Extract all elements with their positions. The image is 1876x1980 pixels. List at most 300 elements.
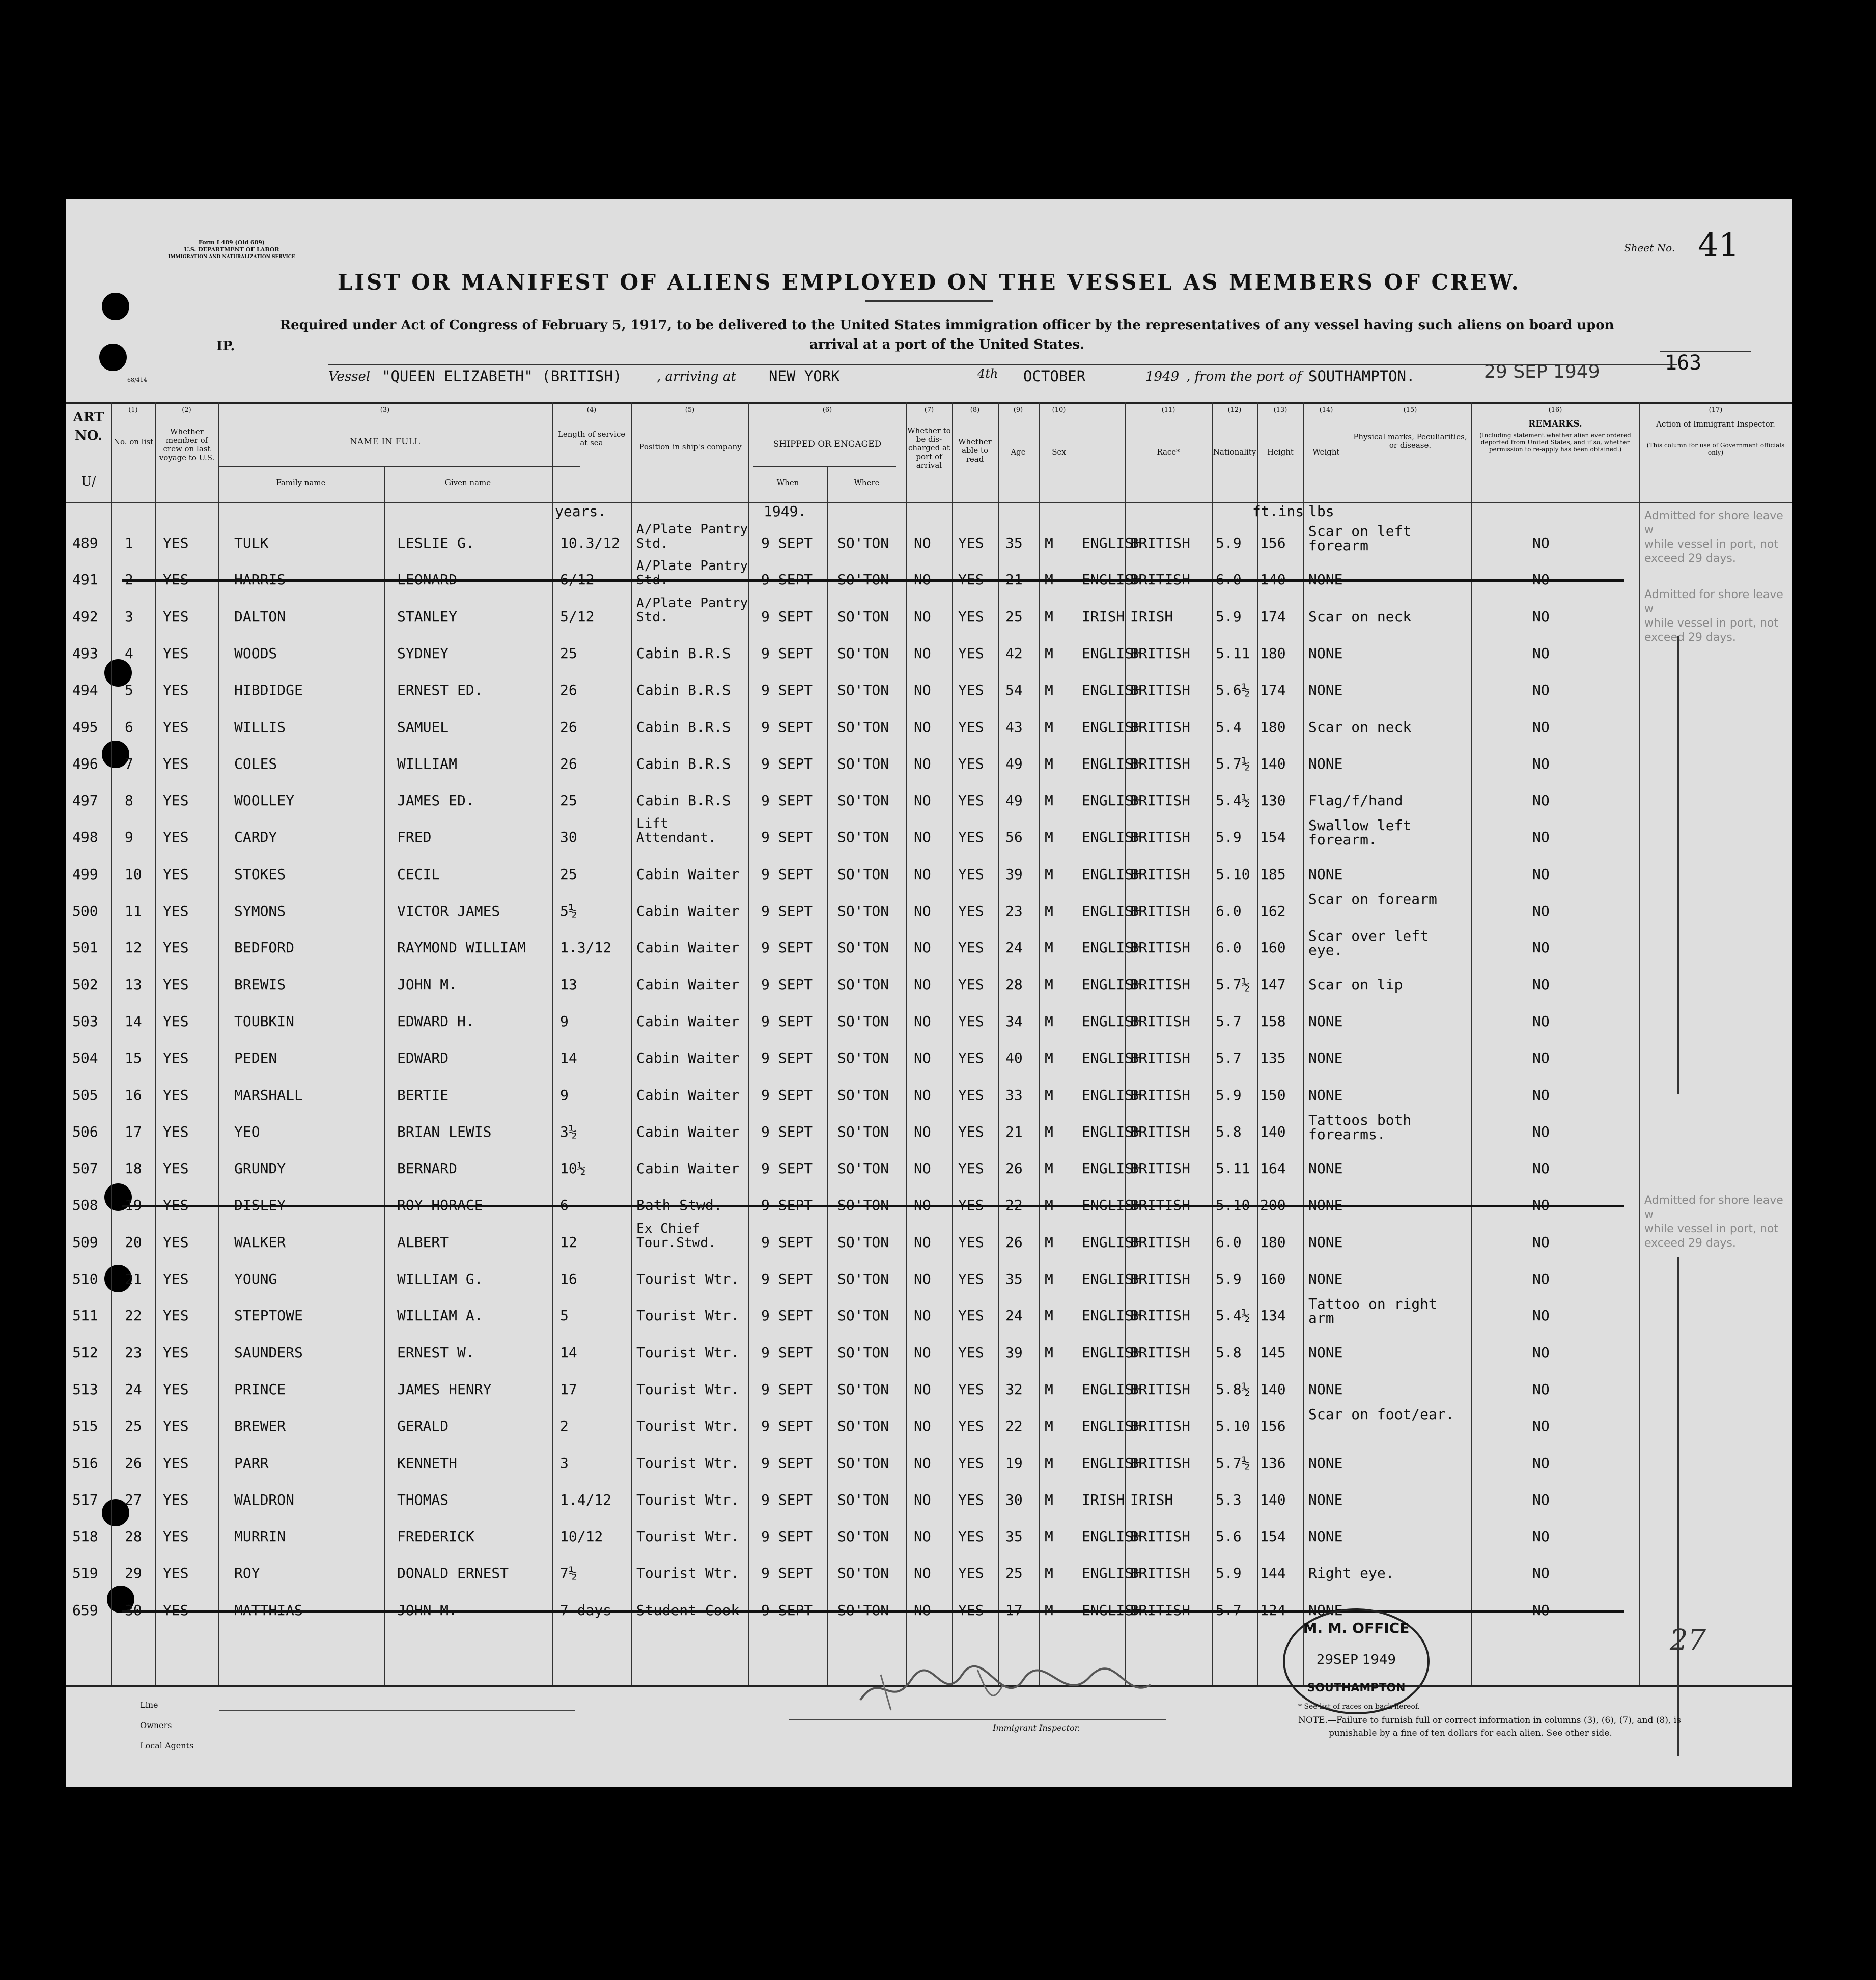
row-physical-marks: NONE — [1308, 1160, 1343, 1177]
row-crew-last-voyage: YES — [163, 1565, 189, 1582]
row-position: Cabin Waiter — [636, 1123, 740, 1140]
row-length-service: 6/12 — [560, 571, 595, 588]
row-nationality: IRISH — [1130, 608, 1173, 625]
row-height: 6.0 — [1216, 939, 1242, 956]
row-able-read: YES — [958, 644, 984, 662]
row-given-name: EDWARD H. — [397, 1012, 474, 1030]
row-art-no: 497 — [72, 792, 98, 809]
row-art-no: 506 — [72, 1123, 98, 1140]
row-discharged: NO — [914, 534, 931, 551]
row-remarks: NO — [1532, 1086, 1550, 1104]
header-art-no: ART NO. — [73, 410, 104, 443]
row-discharged: NO — [914, 1528, 931, 1545]
row-discharged: NO — [914, 571, 931, 588]
row-art-no: 494 — [72, 682, 98, 699]
row-discharged: NO — [914, 1601, 931, 1619]
row-shipped-where: SO'TON — [837, 1565, 889, 1582]
row-shipped-where: SO'TON — [837, 829, 889, 846]
annotation-line: while vessel in port, not — [1644, 1223, 1778, 1235]
vessel-name: "QUEEN ELIZABETH" (BRITISH) — [382, 367, 622, 385]
row-sex: M — [1045, 1454, 1053, 1472]
row-given-name: GERALD — [397, 1418, 449, 1435]
row-height: 5.9 — [1216, 1270, 1242, 1287]
row-crew-last-voyage: YES — [163, 1197, 189, 1214]
row-given-name: THOMAS — [397, 1491, 449, 1508]
row-remarks: NO — [1532, 1160, 1550, 1177]
date-stamp: 29 SEP 1949 — [1484, 361, 1600, 382]
row-crew-last-voyage: YES — [163, 608, 189, 625]
row-remarks: NO — [1532, 865, 1550, 883]
row-crew-last-voyage: YES — [163, 1233, 189, 1251]
row-discharged: NO — [914, 755, 931, 772]
row-remarks: NO — [1532, 1454, 1550, 1472]
row-age: 23 — [1005, 902, 1023, 919]
row-crew-last-voyage: YES — [163, 865, 189, 883]
header-no-on-list: No. on list — [113, 437, 154, 446]
row-length-service: 26 — [560, 755, 577, 772]
row-age: 25 — [1005, 608, 1023, 625]
row-art-no: 493 — [72, 644, 98, 662]
side-code: 68/414 — [127, 377, 147, 383]
row-discharged: NO — [914, 1123, 931, 1140]
col-number: (2) — [182, 406, 191, 414]
row-discharged: NO — [914, 644, 931, 662]
row-age: 35 — [1005, 1528, 1023, 1545]
row-discharged: NO — [914, 1012, 931, 1030]
row-physical-marks: Scar on left forearm — [1308, 523, 1412, 554]
col-number: (6) — [822, 406, 832, 414]
row-list-no: 6 — [125, 718, 133, 736]
row-position: Tourist Wtr. — [636, 1380, 740, 1398]
row-shipped-where: SO'TON — [837, 534, 889, 551]
row-race: ENGLISH — [1082, 682, 1142, 699]
row-family-name: WOOLLEY — [234, 792, 295, 809]
row-length-service: 14 — [560, 1344, 577, 1361]
row-length-service: 7 days — [560, 1601, 612, 1619]
row-given-name: CECIL — [397, 865, 440, 883]
row-art-no: 508 — [72, 1197, 98, 1214]
inspector-signature — [850, 1654, 1156, 1720]
row-nationality: BRITISH — [1130, 1012, 1191, 1030]
row-nationality: BRITISH — [1130, 792, 1191, 809]
row-weight: 140 — [1260, 1123, 1286, 1140]
row-discharged: NO — [914, 1086, 931, 1104]
row-family-name: TULK — [234, 534, 269, 551]
annotation-line: exceed 29 days. — [1644, 631, 1736, 644]
header-age: Age — [1011, 447, 1026, 457]
row-shipped-where: SO'TON — [837, 1233, 889, 1251]
row-nationality: IRISH — [1130, 1491, 1173, 1508]
unit-weight: lbs — [1308, 503, 1334, 520]
row-sex: M — [1045, 1270, 1053, 1287]
row-weight: 130 — [1260, 792, 1286, 809]
row-age: 34 — [1005, 1012, 1023, 1030]
row-list-no: 1 — [125, 534, 133, 551]
row-remarks: NO — [1532, 1418, 1550, 1435]
row-able-read: YES — [958, 1454, 984, 1472]
row-given-name: STANLEY — [397, 608, 458, 625]
row-art-no: 498 — [72, 829, 98, 846]
row-nationality: BRITISH — [1130, 902, 1191, 919]
row-crew-last-voyage: YES — [163, 571, 189, 588]
header-physical-marks: Physical marks, Peculiarities, or disease. — [1353, 432, 1467, 450]
row-art-no: 518 — [72, 1528, 98, 1545]
row-family-name: HIBDIDGE — [234, 682, 303, 699]
inspector-mark-line — [1677, 636, 1679, 1094]
table-row — [66, 929, 1792, 966]
row-nationality: BRITISH — [1130, 1160, 1191, 1177]
row-shipped-when: 9 SEPT — [761, 1528, 813, 1545]
row-remarks: NO — [1532, 644, 1550, 662]
table-row — [66, 1592, 1792, 1628]
service-name: IMMIGRATION AND NATURALIZATION SERVICE — [168, 254, 295, 260]
row-remarks: NO — [1532, 1528, 1550, 1545]
row-age: 28 — [1005, 976, 1023, 993]
row-sex: M — [1045, 644, 1053, 662]
row-nationality: BRITISH — [1130, 976, 1191, 993]
row-able-read: YES — [958, 939, 984, 956]
table-row — [66, 1371, 1792, 1407]
table-row — [66, 635, 1792, 671]
col-number: (1) — [128, 406, 138, 414]
row-weight: 158 — [1260, 1012, 1286, 1030]
row-family-name: DISLEY — [234, 1197, 286, 1214]
row-position: Ex Chief Tour.Stwd. — [636, 1221, 716, 1251]
row-weight: 180 — [1260, 1233, 1286, 1251]
stamp-bottom: SOUTHAMPTON — [1307, 1682, 1406, 1694]
row-family-name: MURRIN — [234, 1528, 286, 1545]
row-remarks: NO — [1532, 1565, 1550, 1582]
row-age: 56 — [1005, 829, 1023, 846]
signature-rule — [789, 1719, 1166, 1720]
table-row — [66, 1445, 1792, 1481]
row-weight: 145 — [1260, 1344, 1286, 1361]
row-length-service: 26 — [560, 718, 577, 736]
row-sex: M — [1045, 939, 1053, 956]
department: U.S. DEPARTMENT OF LABOR — [184, 246, 279, 253]
row-physical-marks: Tattoos both forearms. — [1308, 1111, 1412, 1143]
row-race: ENGLISH — [1082, 865, 1142, 883]
from-port: SOUTHAMPTON. — [1308, 367, 1415, 385]
col-number: (14) — [1319, 406, 1333, 414]
row-list-no: 26 — [125, 1454, 142, 1472]
row-list-no: 12 — [125, 939, 142, 956]
row-shipped-when: 9 SEPT — [761, 534, 813, 551]
row-shipped-where: SO'TON — [837, 1528, 889, 1545]
row-position: A/Plate Pantry Std. — [636, 558, 748, 588]
row-list-no: 22 — [125, 1307, 142, 1324]
name-sub-rule — [219, 466, 580, 467]
row-discharged: NO — [914, 682, 931, 699]
row-able-read: YES — [958, 1233, 984, 1251]
row-nationality: BRITISH — [1130, 1418, 1191, 1435]
row-shipped-when: 9 SEPT — [761, 792, 813, 809]
row-art-no: 499 — [72, 865, 98, 883]
row-weight: 162 — [1260, 902, 1286, 919]
row-weight: 160 — [1260, 939, 1286, 956]
row-given-name: WILLIAM A. — [397, 1307, 483, 1324]
row-crew-last-voyage: YES — [163, 1123, 189, 1140]
row-remarks: NO — [1532, 939, 1550, 956]
col-number: (10) — [1052, 406, 1066, 414]
row-shipped-where: SO'TON — [837, 608, 889, 625]
table-row — [66, 1221, 1792, 1260]
header-bottom — [66, 502, 1792, 503]
row-sex: M — [1045, 1197, 1053, 1214]
row-list-no: 7 — [125, 755, 133, 772]
row-sex: M — [1045, 1123, 1053, 1140]
row-family-name: YEO — [234, 1123, 260, 1140]
row-able-read: YES — [958, 534, 984, 551]
row-shipped-where: SO'TON — [837, 1344, 889, 1361]
row-length-service: 10½ — [560, 1160, 586, 1177]
row-race: ENGLISH — [1082, 902, 1142, 919]
row-sex: M — [1045, 1160, 1053, 1177]
row-position: Cabin Waiter — [636, 865, 740, 883]
header-crew-last-voyage: Whether member of crew on last voyage to U.S. — [159, 427, 215, 462]
row-height: 5.3 — [1216, 1491, 1242, 1508]
row-physical-marks: NONE — [1308, 755, 1343, 772]
arrival-year: 1949 — [1145, 369, 1180, 384]
col-number: (11) — [1161, 406, 1175, 414]
row-crew-last-voyage: YES — [163, 902, 189, 919]
row-art-no: 496 — [72, 755, 98, 772]
row-art-no: 495 — [72, 718, 98, 736]
row-height: 5.9 — [1216, 1086, 1242, 1104]
row-weight: 174 — [1260, 682, 1286, 699]
strike-through-line — [122, 1610, 1624, 1613]
row-length-service: 3 — [560, 1454, 569, 1472]
row-given-name: JAMES ED. — [397, 792, 474, 809]
row-art-no: 516 — [72, 1454, 98, 1472]
table-row — [66, 1077, 1792, 1113]
table-row — [66, 1554, 1792, 1591]
row-art-no: 515 — [72, 1418, 98, 1435]
row-height: 5.7 — [1216, 1601, 1242, 1619]
row-crew-last-voyage: YES — [163, 534, 189, 551]
row-weight: 164 — [1260, 1160, 1286, 1177]
row-position: Cabin Waiter — [636, 1012, 740, 1030]
row-length-service: 1.3/12 — [560, 939, 612, 956]
row-able-read: YES — [958, 608, 984, 625]
row-able-read: YES — [958, 1050, 984, 1067]
row-sex: M — [1045, 1307, 1053, 1324]
row-given-name: FREDERICK — [397, 1528, 474, 1545]
row-length-service: 26 — [560, 682, 577, 699]
row-nationality: BRITISH — [1130, 939, 1191, 956]
footer-note: * See list of races on back hereof. — [1298, 1703, 1420, 1711]
row-crew-last-voyage: YES — [163, 1050, 189, 1067]
row-discharged: NO — [914, 1565, 931, 1582]
col-number: (13) — [1273, 406, 1287, 414]
row-shipped-where: SO'TON — [837, 902, 889, 919]
row-race: ENGLISH — [1082, 829, 1142, 846]
table-row — [66, 782, 1792, 818]
row-age: 26 — [1005, 1160, 1023, 1177]
row-art-no: 503 — [72, 1012, 98, 1030]
row-shipped-where: SO'TON — [837, 644, 889, 662]
row-family-name: YOUNG — [234, 1270, 277, 1287]
vessel-rule — [328, 364, 1677, 365]
row-nationality: BRITISH — [1130, 1380, 1191, 1398]
header-able-read: Whether able to read — [958, 437, 992, 464]
row-able-read: YES — [958, 1197, 984, 1214]
row-length-service: 12 — [560, 1233, 577, 1251]
table-row — [66, 892, 1792, 929]
row-nationality: BRITISH — [1130, 1123, 1191, 1140]
annotation-shore-leave — [1644, 1194, 1792, 1251]
row-shipped-when: 9 SEPT — [761, 718, 813, 736]
row-race: ENGLISH — [1082, 1123, 1142, 1140]
row-length-service: 14 — [560, 1050, 577, 1067]
header-remarks: REMARKS. — [1528, 419, 1582, 429]
row-physical-marks: Scar on neck — [1308, 608, 1412, 625]
annotation-line: Admitted for shore leave w — [1644, 510, 1783, 536]
row-race: ENGLISH — [1082, 1233, 1142, 1251]
row-list-no: 28 — [125, 1528, 142, 1545]
row-art-no: 511 — [72, 1307, 98, 1324]
row-crew-last-voyage: YES — [163, 829, 189, 846]
row-race: ENGLISH — [1082, 1380, 1142, 1398]
row-age: 40 — [1005, 1050, 1023, 1067]
annotation-line: while vessel in port, not — [1644, 538, 1778, 551]
row-length-service: 1.4/12 — [560, 1491, 612, 1508]
row-shipped-where: SO'TON — [837, 571, 889, 588]
row-height: 5.7½ — [1216, 755, 1250, 772]
row-height: 5.10 — [1216, 865, 1250, 883]
header-discharged: Whether to be dis-charged at port of arrival — [907, 426, 951, 470]
row-family-name: TOUBKIN — [234, 1012, 295, 1030]
row-height: 5.7 — [1216, 1050, 1242, 1067]
row-sex: M — [1045, 1528, 1053, 1545]
row-height: 5.6½ — [1216, 682, 1250, 699]
row-remarks: NO — [1532, 682, 1550, 699]
row-age: 30 — [1005, 1491, 1023, 1508]
row-given-name: WILLIAM G. — [397, 1270, 483, 1287]
row-list-no: 13 — [125, 976, 142, 993]
row-race: ENGLISH — [1082, 1197, 1142, 1214]
row-nationality: BRITISH — [1130, 1050, 1191, 1067]
row-remarks: NO — [1532, 1380, 1550, 1398]
row-weight: 180 — [1260, 718, 1286, 736]
row-weight: 140 — [1260, 1380, 1286, 1398]
row-art-no: 512 — [72, 1344, 98, 1361]
row-art-no: 517 — [72, 1491, 98, 1508]
row-weight: 134 — [1260, 1307, 1286, 1324]
row-crew-last-voyage: YES — [163, 1491, 189, 1508]
row-given-name: ALBERT — [397, 1233, 449, 1251]
sheet-number: 41 — [1698, 227, 1740, 264]
inspector-mark-line — [1677, 1257, 1679, 1756]
row-able-read: YES — [958, 1086, 984, 1104]
row-art-no: 491 — [72, 571, 98, 588]
row-weight: 154 — [1260, 1528, 1286, 1545]
row-remarks: NO — [1532, 534, 1550, 551]
row-shipped-when: 9 SEPT — [761, 644, 813, 662]
table-top — [66, 402, 1792, 404]
row-list-no: 11 — [125, 902, 142, 919]
row-length-service: 2 — [560, 1418, 569, 1435]
row-able-read: YES — [958, 829, 984, 846]
row-nationality: BRITISH — [1130, 571, 1191, 588]
row-shipped-when: 9 SEPT — [761, 829, 813, 846]
row-shipped-where: SO'TON — [837, 865, 889, 883]
row-shipped-where: SO'TON — [837, 976, 889, 993]
row-position: Cabin B.R.S — [636, 755, 731, 772]
row-age: 39 — [1005, 865, 1023, 883]
row-length-service: 6 — [560, 1197, 569, 1214]
row-weight: 140 — [1260, 571, 1286, 588]
row-age: 17 — [1005, 1601, 1023, 1619]
row-shipped-where: SO'TON — [837, 1454, 889, 1472]
row-family-name: DALTON — [234, 608, 286, 625]
row-shipped-where: SO'TON — [837, 1380, 889, 1398]
row-height: 5.9 — [1216, 1565, 1242, 1582]
row-sex: M — [1045, 865, 1053, 883]
row-position: Student Cook — [636, 1601, 740, 1619]
row-position: Cabin B.R.S — [636, 792, 731, 809]
row-height: 5.10 — [1216, 1197, 1250, 1214]
row-position: Cabin Waiter — [636, 976, 740, 993]
arriving-label: , arriving at — [657, 369, 736, 384]
row-race: ENGLISH — [1082, 534, 1142, 551]
row-height: 5.10 — [1216, 1418, 1250, 1435]
row-list-no: 8 — [125, 792, 133, 809]
row-length-service: 25 — [560, 792, 577, 809]
table-row — [66, 524, 1792, 561]
header-nationality: Nationality — [1213, 447, 1256, 457]
table-row — [66, 856, 1792, 892]
row-nationality: BRITISH — [1130, 1454, 1191, 1472]
row-shipped-when: 9 SEPT — [761, 1050, 813, 1067]
row-shipped-when: 9 SEPT — [761, 1123, 813, 1140]
row-shipped-when: 9 SEPT — [761, 755, 813, 772]
row-race: ENGLISH — [1082, 1418, 1142, 1435]
row-remarks: NO — [1532, 755, 1550, 772]
row-weight: 147 — [1260, 976, 1286, 993]
row-physical-marks: NONE — [1308, 1454, 1343, 1472]
row-position: Tourist Wtr. — [636, 1270, 740, 1287]
row-family-name: WOODS — [234, 644, 277, 662]
header-action-sub: (This column for use of Government officials only) — [1646, 442, 1785, 456]
row-length-service: 13 — [560, 976, 577, 993]
row-list-no: 19 — [125, 1197, 142, 1214]
row-shipped-when: 9 SEPT — [761, 902, 813, 919]
row-age: 35 — [1005, 534, 1023, 551]
row-art-no: 502 — [72, 976, 98, 993]
row-list-no: 21 — [125, 1270, 142, 1287]
row-shipped-where: SO'TON — [837, 1123, 889, 1140]
row-given-name: BRIAN LEWIS — [397, 1123, 492, 1140]
unit-year: 1949. — [764, 503, 807, 520]
row-able-read: YES — [958, 865, 984, 883]
row-given-name: EDWARD — [397, 1050, 449, 1067]
row-position: Cabin Waiter — [636, 1086, 740, 1104]
row-physical-marks: NONE — [1308, 1086, 1343, 1104]
row-discharged: NO — [914, 1160, 931, 1177]
row-nationality: BRITISH — [1130, 1233, 1191, 1251]
row-length-service: 10/12 — [560, 1528, 603, 1545]
row-able-read: YES — [958, 1160, 984, 1177]
row-remarks: NO — [1532, 902, 1550, 919]
row-list-no: 5 — [125, 682, 133, 699]
footer-owners-label: Owners — [140, 1720, 172, 1730]
row-position: Tourist Wtr. — [636, 1418, 740, 1435]
row-nationality: BRITISH — [1130, 1270, 1191, 1287]
vessel-label: Vessel — [328, 369, 371, 384]
row-position: Cabin B.R.S — [636, 644, 731, 662]
footer-note: NOTE.—Failure to furnish full or correct information in columns (3), (6), (7), and (8), is — [1298, 1715, 1681, 1726]
